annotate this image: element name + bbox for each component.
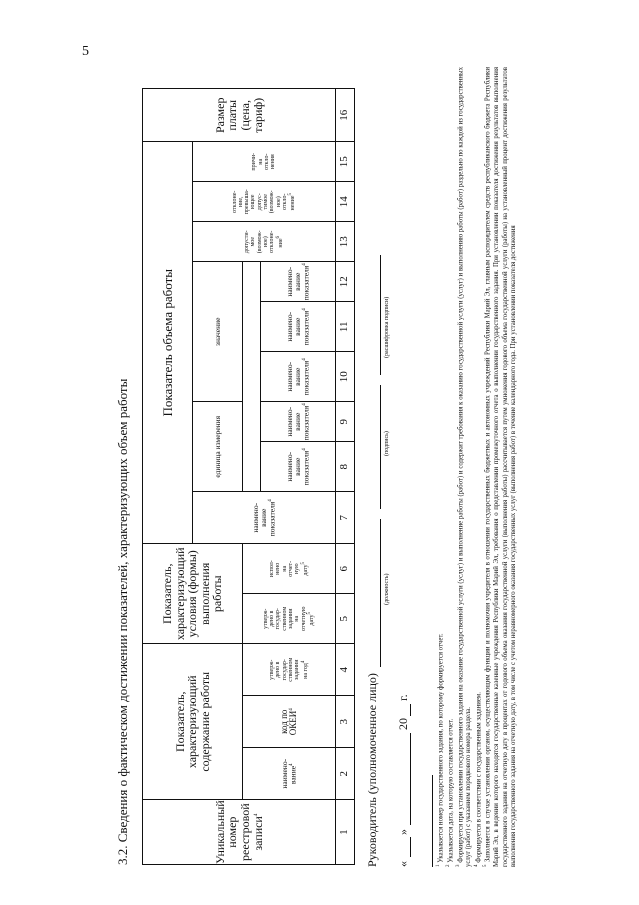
column-number: 1 <box>336 800 355 865</box>
section-title: 3.2. Сведения о фактическом достижении показателей, характеризующих объем работы <box>115 378 130 865</box>
header-allowed-deviation: допусти- мое (возмож- ное) отклоне- ние$^6$ <box>193 222 336 262</box>
header-volume-indicator: наимено- вание показателя$^4$ <box>193 492 336 544</box>
footnote-2: $^2$ Указывается дата, на которую составляется отчет. <box>445 718 455 867</box>
column-number: 11 <box>336 302 355 352</box>
column-number: 7 <box>336 492 355 544</box>
footnotes <box>436 67 519 867</box>
date-month-line <box>410 733 411 825</box>
signature-caption: (подпись) <box>384 431 390 456</box>
column-number: 8 <box>336 442 355 492</box>
column-number: 6 <box>336 544 355 594</box>
header-okei: код по ОКЕИ$^4$ <box>243 696 336 748</box>
header-fee: Размер платы (цена, тариф) <box>143 89 336 142</box>
column-numbers-row <box>336 89 355 865</box>
header-content-indicator-2: наимено- вание показателя$^4$ <box>261 402 336 442</box>
footnote-1: $^1$ Указывается номер государственного задания, по которому формируется отчет. <box>436 633 445 867</box>
column-number: 13 <box>336 222 355 262</box>
date-day-line <box>410 837 411 857</box>
header-deviation-reason: причи- на откло- нения <box>193 142 336 182</box>
header-unit: единица измерения <box>193 402 243 492</box>
date-close-quote: » <box>396 829 410 835</box>
header-condition-indicator-2: наимено- вание показателя$^4$ <box>261 262 336 302</box>
column-number: 4 <box>336 644 355 696</box>
date-year-suffix: г. <box>396 694 410 701</box>
column-number: 14 <box>336 182 355 222</box>
header-approved-report-date: утверж- дено в государ- ственном задании на отчетную дату$^5$ <box>243 594 336 644</box>
header-exceeding-deviation: отклоне- ние, превыша- ющее допус- тимое (возмож- ное) откло- нение$^5$ <box>193 182 336 222</box>
column-number: 9 <box>336 402 355 442</box>
footnote-divider <box>432 775 433 867</box>
signature-line <box>380 385 381 509</box>
header-volume: Показатель объема работы <box>143 142 193 544</box>
header-condition-indicator-1: наимено- вание показателя$^4$ <box>261 302 336 352</box>
header-unit-name: наимено- вание$^4$ <box>243 748 336 800</box>
head-label: Руководитель (уполномоченное лицо) <box>365 673 379 867</box>
date-open-quote: « <box>396 861 410 867</box>
footnote-5: $^5$ Заполняется в случае установления органом, осуществляющим функции и полномочия учредителя в отношении государственных бюджетных и автономных учреждений Республики Марий Эл, главным распорядителем средств республиканского бюджета Республики Марий Эл, в ведении которого находятся государственные казенные учреждения Республики Марий Эл, требования о представлении промежуточного отчета о выполнении государственного задания. При установлении показателя достижения результатов выполнения государственного задания на отчетную дату в процентах от годового объема оказания государственной услуги (выполнения работы) рассчитывается путем умножения годового объема государственной услуги (работы) на установленный процент достижения результатов выполнения государственного задания на отчетную дату, в том числе с учетом неравномерного оказания государственных услуг (выполнения работ) в течение календарного года. При установлении показателя достижения <box>483 66 518 867</box>
header-value: значение <box>193 262 243 402</box>
header-unique-number: Уникальный номер реестровой записи$^4$ <box>143 800 336 865</box>
header-approved-task: утверж- дено в государ- ственном задании на год$^4$ <box>243 644 336 696</box>
decode-caption: (расшифровка подписи) <box>384 296 390 358</box>
column-number: 5 <box>336 594 355 644</box>
report-table <box>142 88 355 865</box>
column-number: 12 <box>336 262 355 302</box>
page-number: 5 <box>82 44 89 59</box>
date-year-prefix: 20 <box>396 718 410 730</box>
footnote-3: $^3$ Формируется при установлении государственного задания на оказание государственной услуги (услуг) и выполнение работы (работ) и содержит требования к оказанию государственной услуги (услуг) и выполнению работы (работ) раздельно по каждой из государственных услуг (работ) с указанием порядкового номера раздела. <box>455 67 473 867</box>
column-number: 10 <box>336 352 355 402</box>
date-year-line <box>410 704 411 716</box>
header-content-indicator-1: наимено- вание показателя$^4$ <box>261 442 336 492</box>
column-number: 16 <box>336 89 355 142</box>
header-content: Показатель, характеризующий содержание работы <box>143 644 243 800</box>
header-content-indicator-3: наимено- вание показателя$^4$ <box>261 352 336 402</box>
footnote-4: $^4$ Формируется в соответствии с государственным заданием. <box>473 692 482 867</box>
column-number: 15 <box>336 142 355 182</box>
column-number: 2 <box>336 748 355 800</box>
decode-line <box>380 255 381 375</box>
position-line <box>380 519 381 667</box>
position-caption: (должность) <box>384 573 390 605</box>
column-number: 3 <box>336 696 355 748</box>
header-executed: испол- нено на отчет- ную дату$^5$ <box>243 544 336 594</box>
header-conditions: Показатель, характеризующий условия (формы) выполнения работы <box>143 544 243 644</box>
